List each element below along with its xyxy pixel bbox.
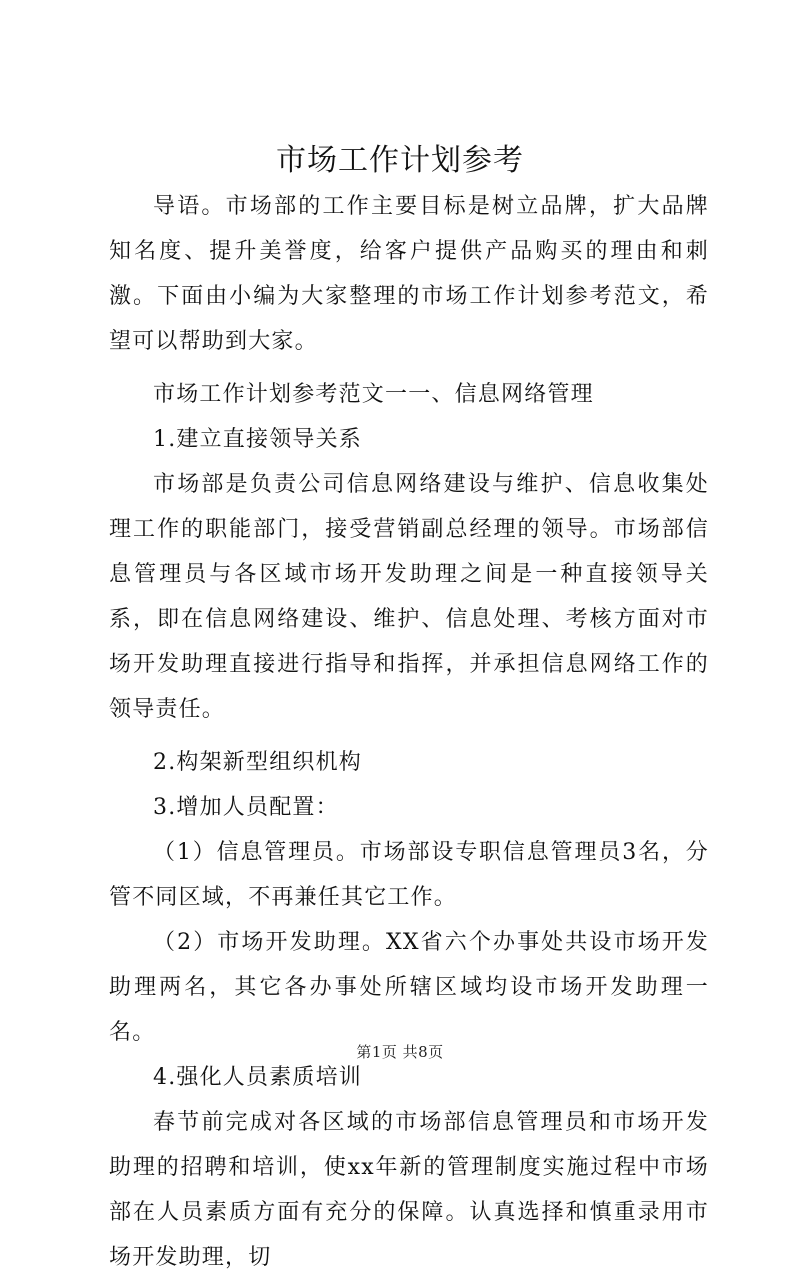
paragraph-item-4-body: 春节前完成对各区域的市场部信息管理员和市场开发助理的招聘和培训，使xx年新的管理制度实施过程中市场部在人员素质方面有充分的保障。认真选择和慎重录用市场开发助理，切 — [109, 1110, 709, 1270]
paragraph-section-heading: 市场工作计划参考范文一一、信息网络管理 — [153, 382, 594, 407]
paragraph-item-1-body: 市场部是负责公司信息网络建设与维护、信息收集处理工作的职能部门，接受营销副总经理的领导。市场部信息管理员与各区域市场开发助理之间是一种直接领导关系，即在信息网络建设、维护、信息处理、考核方面对市场开发助理直接进行指导和指挥，并承担信息网络工作的领导责任。 — [109, 472, 709, 722]
document-title: 市场工作计划参考 — [276, 143, 524, 178]
page-number-footer: 第1页 共8页 — [356, 1043, 444, 1061]
paragraph-sub-item-1: （1）信息管理员。市场部设专职信息管理员3名，分管不同区域，不再兼任其它工作。 — [109, 840, 709, 910]
paragraph-item-2-heading: 2.构架新型组织机构 — [153, 750, 362, 775]
paragraph-item-3-heading: 3.增加人员配置： — [153, 795, 339, 820]
paragraph-item-1-heading: 1.建立直接领导关系 — [153, 427, 362, 452]
paragraph-item-4-heading: 4.强化人员素质培训 — [153, 1065, 362, 1090]
document-body — [109, 184, 709, 1280]
paragraph-sub-item-2: （2）市场开发助理。XX省六个办事处共设市场开发助理两名，其它各办事处所辖区域均设市场开发助理一名。 — [109, 930, 709, 1045]
paragraph-intro: 导语。市场部的工作主要目标是树立品牌，扩大品牌知名度、提升美誉度，给客户提供产品购买的理由和刺激。下面由小编为大家整理的市场工作计划参考范文，希望可以帮助到大家。 — [109, 194, 709, 354]
